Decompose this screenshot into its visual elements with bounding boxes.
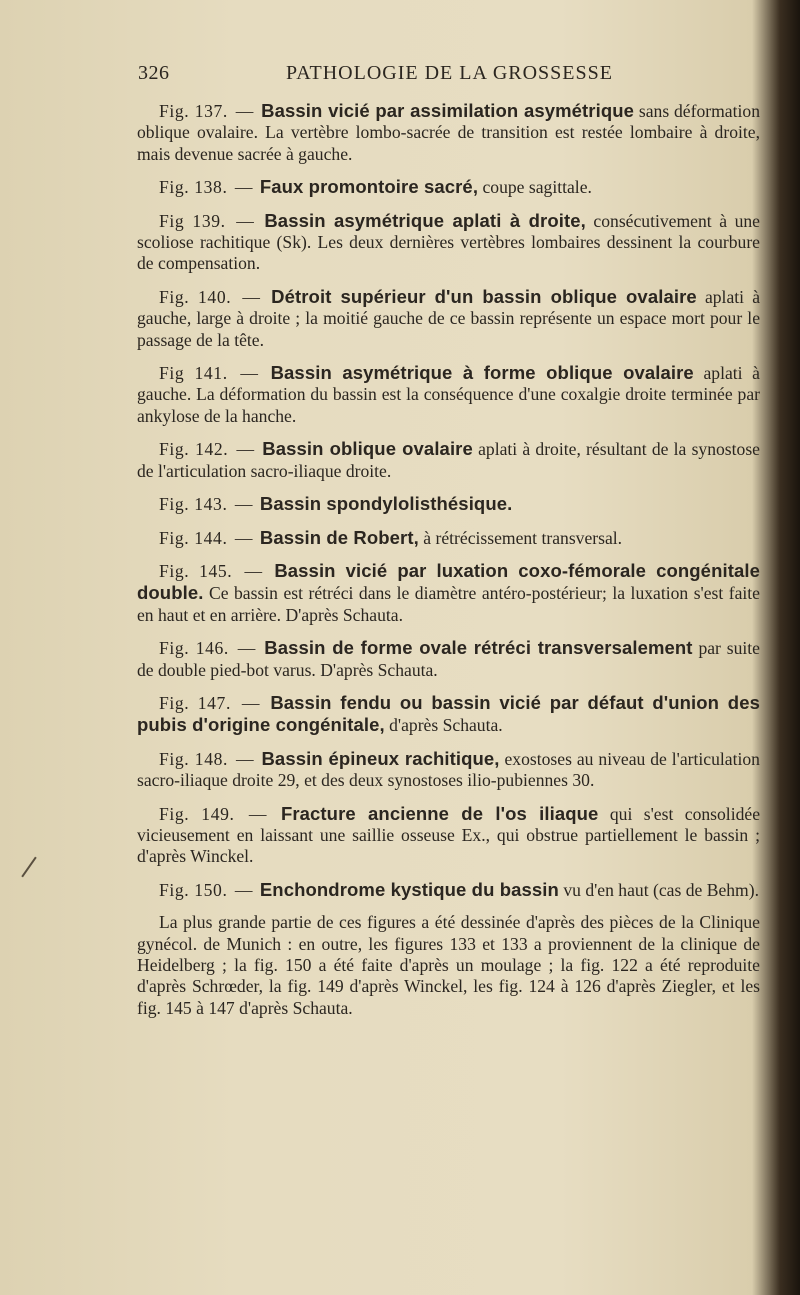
figure-number: Fig. 146. <box>159 638 229 659</box>
caption-entry <box>137 493 760 515</box>
caption-entry <box>137 803 760 868</box>
caption-title: Bassin spondylolisthésique. <box>259 493 513 515</box>
caption-title: Fracture ancienne de l'os iliaque <box>280 802 599 824</box>
caption-title: Bassin de Robert, <box>259 526 419 548</box>
entries-container <box>137 100 760 901</box>
figure-number: Fig. 147. <box>159 692 231 713</box>
figure-number: Fig. 137. <box>159 101 228 121</box>
em-dash: — <box>230 363 268 384</box>
figure-number: Fig 139. <box>159 210 226 231</box>
em-dash: — <box>231 638 262 659</box>
em-dash: — <box>231 748 259 769</box>
em-dash: — <box>233 692 268 713</box>
caption-entry <box>137 527 760 549</box>
caption-text: coupe sagittale. <box>482 177 592 198</box>
figure-number: Fig. 140. <box>159 286 232 307</box>
caption-entry <box>137 286 760 351</box>
em-dash: — <box>234 286 269 307</box>
caption-title: Bassin de forme ovale rétréci transversalement <box>264 637 693 659</box>
em-dash: — <box>237 803 278 824</box>
caption-title: Bassin vicié par assimilation asymétrique <box>261 100 635 121</box>
caption-entry <box>137 100 760 165</box>
caption-entry <box>137 879 760 901</box>
page-number: 326 <box>138 62 170 84</box>
running-head: PATHOLOGIE DE LA GROSSESSE <box>286 62 613 84</box>
figure-number: Fig. 144. <box>159 527 228 548</box>
em-dash: — <box>230 101 259 121</box>
caption-text: par suite de double pied-bot varus. D'après Schauta. <box>137 638 760 680</box>
em-dash: — <box>235 560 272 581</box>
caption-title: Bassin vicié par luxation coxo-fémorale congénitale double. <box>137 559 760 604</box>
caption-text: consécutivement à une scoliose rachitique (Sk). Les deux dernières vertèbres lombaires dessinent la courbure de compensation. <box>137 210 760 274</box>
caption-text: vu d'en haut (cas de Behm). <box>563 879 759 900</box>
caption-entry <box>137 210 760 275</box>
figure-number: Fig. 150. <box>159 879 228 900</box>
caption-title: Bassin fendu ou bassin vicié par défaut d'union des pubis d'origine congénitale, <box>137 691 760 736</box>
figure-number: Fig. 142. <box>159 439 229 460</box>
em-dash: — <box>228 210 262 231</box>
caption-title: Faux promontoire sacré, <box>259 176 479 198</box>
caption-text: exostoses au niveau de l'articulation sacro-iliaque droite 29, et des deux synostoses ilio-pubiennes 30. <box>137 748 760 791</box>
caption-text: Ce bassin est rétréci dans le diamètre antéro-postérieur; la luxation s'est faite en haut et en arrière. D'après Schauta. <box>137 583 760 625</box>
figure-number: Fig. 149. <box>159 803 235 824</box>
em-dash: — <box>230 527 257 548</box>
caption-text: qui s'est consolidée vicieusement en laissant une saillie osseuse Ex., qui obstrue partiellement le bassin ; d'après Winckel. <box>137 803 761 867</box>
caption-title: Bassin oblique ovalaire <box>262 438 473 460</box>
margin-mark <box>21 857 36 878</box>
caption-title: Détroit supérieur d'un bassin oblique ovalaire <box>271 285 697 307</box>
caption-text: aplati à droite, résultant de la synostose de l'articulation sacro-iliaque droite. <box>137 439 760 481</box>
figure-number: Fig 141. <box>159 363 228 384</box>
caption-entry <box>137 176 760 198</box>
em-dash: — <box>230 494 257 515</box>
caption-text: aplati à gauche, large à droite ; la moitié gauche de ce bassin représente un espace mort pour le passage de la tête. <box>137 286 760 350</box>
caption-entry <box>137 637 760 681</box>
caption-text: sans déformation oblique ovalaire. La vertèbre lombo-sacrée de transition est restée lombaire à droite, mais devenue sacrée à gauche. <box>137 101 760 164</box>
em-dash: — <box>231 439 260 460</box>
caption-title: Bassin asymétrique aplati à droite, <box>264 209 586 231</box>
caption-entry <box>137 560 760 626</box>
caption-entry <box>137 438 760 482</box>
caption-text: d'après Schauta. <box>389 715 503 736</box>
caption-title: Bassin asymétrique à forme oblique ovalaire <box>270 362 694 384</box>
em-dash: — <box>230 177 257 198</box>
caption-title: Bassin épineux rachitique, <box>261 747 500 769</box>
page-header <box>138 62 758 90</box>
em-dash: — <box>230 879 257 900</box>
closing-note-text: La plus grande partie de ces figures a été dessinée d'après des pièces de la Clinique gynécol. de Munich : en outre, les figures 133 et 133 a proviennent de la clinique de Heidelberg ; la fig. 150 a été faite d'après un moulage ; la fig. 122 a été reproduite d'après Schrœder, la fig. 149 d'après Winckel, les fig. 124 à 126 d'après Ziegler, et les fig. 145 à 147 d'après Schauta. <box>137 912 760 1018</box>
caption-title: Enchondrome kystique du bassin <box>259 878 559 900</box>
figure-number: Fig. 145. <box>159 560 233 581</box>
caption-entry <box>137 692 760 737</box>
figure-number: Fig. 143. <box>159 494 228 515</box>
caption-text: à rétrécissement transversal. <box>423 527 623 548</box>
closing-note <box>137 912 760 1019</box>
caption-entry <box>137 748 760 792</box>
figure-number: Fig. 138. <box>159 177 228 198</box>
figure-captions-list <box>137 100 760 1030</box>
caption-text: aplati à gauche. La déformation du bassin est la conséquence d'une coxalgie droite terminée par ankylose de la hanche. <box>137 363 760 426</box>
figure-number: Fig. 148. <box>159 748 228 769</box>
caption-entry <box>137 362 760 427</box>
